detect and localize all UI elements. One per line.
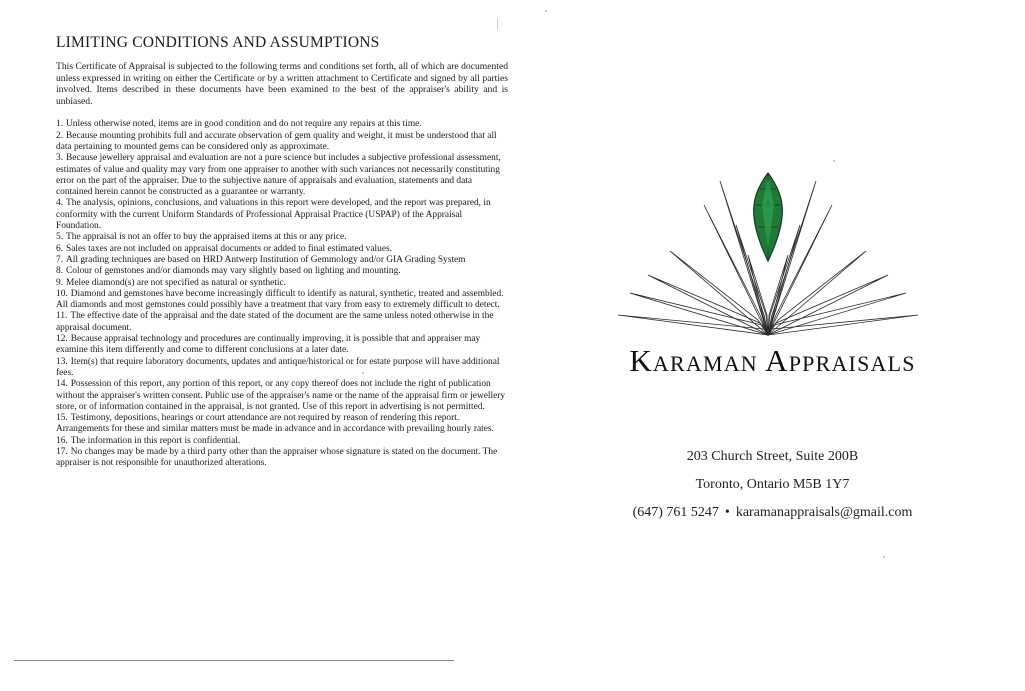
- scan-speck: [362, 372, 364, 374]
- condition-item: [56, 153, 508, 198]
- bottom-divider: [14, 660, 454, 661]
- phone-number[interactable]: (647) 761 5247: [632, 505, 719, 520]
- address-line-2: Toronto, Ontario M5B 1Y7: [695, 477, 850, 492]
- emerald-gem: [754, 173, 783, 261]
- condition-text: Melee diamond(s) are not specified as natural or synthetic.: [66, 277, 287, 288]
- condition-number: 1.: [56, 119, 64, 130]
- company-panel: [520, 0, 1025, 691]
- email-address[interactable]: karamanappraisals@gmail.com: [735, 505, 913, 520]
- condition-text: Possession of this report, any portion of this report, or any copy thereof does not include the right of publication without the appraiser's written consent. Public use of the appraiser's name or the name of the appraisal firm or jewellery store, or of information contained in the appraisal, is not granted. Use of this report in advertising is not permitted.: [56, 379, 506, 412]
- condition-item: [56, 436, 508, 447]
- condition-number: 11.: [56, 311, 68, 322]
- condition-text: Because appraisal technology and procedures are continually improving, it is possible that and appraiser may examine this item differently and come to different conclusions at a later date.: [56, 334, 481, 356]
- condition-text: Because mounting prohibits full and accurate observation of gem quality and weight, it must be understood that all data pertaining to mounted gems can be considered only as approximate.: [56, 130, 497, 152]
- scan-speck: [833, 160, 835, 162]
- condition-text: The appraisal is not an offer to buy the appraised items at this or any price.: [66, 232, 347, 243]
- conditions-heading: LIMITING CONDITIONS AND ASSUMPTIONS: [56, 34, 380, 51]
- condition-text: Diamond and gemstones have become increasingly difficult to identify as natural, synthetic, treated and assembled. All diamonds and most gemstones could possibly have a treatment that vary from easy to extremely difficult to detect.: [56, 288, 504, 311]
- condition-item: [56, 357, 508, 380]
- condition-number: 10.: [56, 288, 68, 299]
- condition-text: Because jewellery appraisal and evaluation are not a pure science but includes a subjective professional assessment, estimates of value and quality may vary from one appraiser to another with such variances not necessarily constituting error on the part of the appraiser. Due to the subjective nature of appraisals and evaluation, statements and data contained herein cannot be constructed as a guarantee or warranty.: [56, 153, 501, 198]
- condition-text: Testimony, depositions, hearings or court attendance are not required by reason of rendering this report. Arrangements for these and similar matters must be made in advance and in accordance with prevailing hourly rates.: [56, 413, 494, 435]
- company-name: Karaman Appraisals: [629, 343, 916, 378]
- conditions-intro: This Certificate of Appraisal is subjected to the following terms and conditions set forth, all of which are documented unless expressed in writing on either the Certificate or by a written attachment to Certificate and signed by all parties involved. Items described in these documents have been examined to the best of the appraiser's ability and is unbiased.: [56, 61, 508, 107]
- scan-speck: [883, 556, 885, 558]
- condition-text: The effective date of the appraisal and the date stated of the document are the same unless noted otherwise in the appraisal document.: [56, 311, 494, 333]
- condition-item: [56, 334, 508, 357]
- condition-item: [56, 289, 508, 312]
- condition-number: 8.: [56, 266, 64, 277]
- condition-text: The analysis, opinions, conclusions, and valuations in this report were developed, and the report was prepared, in conformity with the current Uniform Standards of Professional Appraisal Practice (USPAP) of the Appraisal Foundation.: [56, 198, 491, 232]
- conditions-list: [56, 119, 508, 469]
- contact-line: [520, 505, 1025, 521]
- condition-text: Sales taxes are not included on appraisal documents or added to final estimated values.: [66, 243, 392, 254]
- condition-number: 15.: [56, 413, 68, 424]
- condition-item: [56, 232, 508, 243]
- condition-number: 4.: [56, 198, 64, 209]
- condition-number: 9.: [56, 277, 64, 288]
- condition-text: Item(s) that require laboratory documents, updates and antique/historical or for estate purpose will have additional fees.: [56, 356, 500, 378]
- condition-number: 13.: [56, 356, 68, 367]
- condition-number: 7.: [56, 254, 64, 265]
- condition-item: [56, 244, 508, 255]
- condition-number: 6.: [56, 243, 64, 254]
- condition-item: [56, 278, 508, 289]
- condition-number: 3.: [56, 153, 64, 164]
- condition-text: The information in this report is confidential.: [70, 435, 241, 446]
- condition-text: Colour of gemstones and/or diamonds may vary slightly based on lighting and mounting.: [66, 266, 401, 277]
- scan-speck: [545, 10, 547, 12]
- condition-number: 16.: [56, 435, 68, 446]
- bullet-separator: •: [724, 505, 730, 520]
- condition-text: No changes may be made by a third party other than the appraiser whose signature is stated on the document. The appraiser is not responsible for unauthorized alterations.: [56, 446, 498, 469]
- condition-text: All grading techniques are based on HRD Antwerp Institution of Gemmology and/or GIA Grading System: [66, 254, 466, 265]
- condition-item: [56, 119, 508, 130]
- condition-number: 17.: [56, 446, 68, 457]
- condition-text: Unless otherwise noted, items are in good condition and do not require any repairs at this time.: [66, 119, 422, 130]
- condition-item: [56, 379, 508, 413]
- condition-item: [56, 447, 508, 470]
- condition-number: 12.: [56, 334, 68, 345]
- condition-item: [56, 266, 508, 277]
- fold-mark: [497, 18, 498, 30]
- emerald-leaf-fan-logo-icon: [608, 165, 928, 345]
- limiting-conditions-section: [56, 34, 508, 470]
- condition-item: [56, 198, 508, 232]
- condition-number: 5.: [56, 232, 64, 243]
- condition-item: [56, 131, 508, 154]
- condition-item: [56, 255, 508, 266]
- condition-item: [56, 311, 508, 334]
- condition-number: 2.: [56, 130, 64, 141]
- address-line-1: 203 Church Street, Suite 200B: [686, 449, 859, 464]
- condition-number: 14.: [56, 379, 68, 390]
- condition-item: [56, 413, 508, 436]
